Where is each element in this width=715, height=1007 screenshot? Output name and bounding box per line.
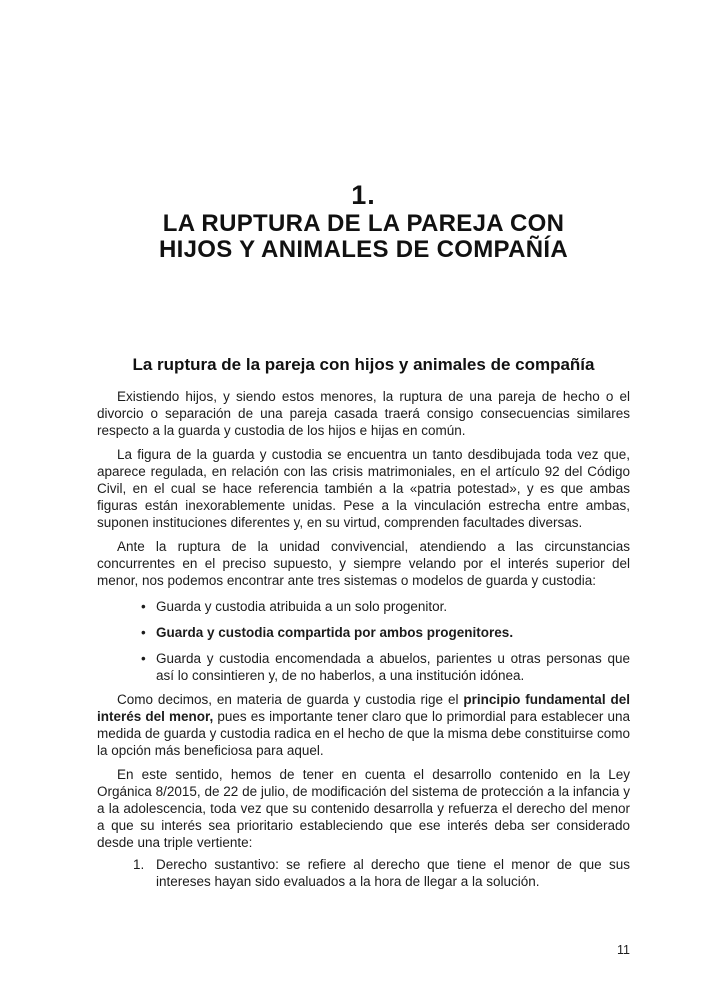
item-number: 1. <box>133 857 145 872</box>
list-item-text: Guarda y custodia encomendada a abuelos, parientes u otras personas que así lo consintieren y, de no haberlos, a una institución idónea. <box>156 651 630 683</box>
section-heading: La ruptura de la pareja con hijos y animales de compañía <box>132 355 595 374</box>
paragraph-figura-guarda-custodia: La figura de la guarda y custodia se encuentra un tanto desdibujada toda vez que, aparece regulada, en relación con las crisis matrimoniales, en el artículo 92 del Código Civil, en el cual se hace referencia también a la «patria potestad», y es que ambas figuras están inexorablemente unidas. Pese a la vinculación estrecha entre ambas, suponen instituciones diferentes y, en su virtud, comprenden facultades diversas. <box>97 447 630 530</box>
triple-vertiente-list <box>97 856 630 890</box>
page-number: 11 <box>617 943 630 957</box>
list-item-text: Derecho sustantivo: se refiere al derecho que tiene el menor de que sus intereses hayan sido evaluados a la hora de llegar a la solución. <box>156 857 630 889</box>
chapter-title-line1: LA RUPTURA DE LA PAREJA CON <box>162 210 565 237</box>
list-item-derecho-sustantivo <box>133 856 630 890</box>
paragraph-text-segment: pues es importante tener claro que lo primordial para establecer una medida de guarda y custodia radica en el hecho de que la misma debe constituirse como la opción más beneficiosa para aquel. <box>97 709 631 758</box>
chapter-title <box>97 211 630 263</box>
text-block <box>97 0 630 890</box>
bold-principio-fundamental: principio fundamental del interés del menor, <box>97 692 630 724</box>
paragraph-existiendo-hijos: Existiendo hijos, y siendo estos menores, la ruptura de una pareja de hecho o el divorcio o separación de una pareja casada traerá consigo consecuencias similares respecto a la guarda y custodia de los hijos e hijas en común. <box>97 389 630 438</box>
list-item-custodia-encomendada <box>141 650 630 684</box>
bullet-icon: • <box>141 625 146 640</box>
list-item-text: Guarda y custodia atribuida a un solo progenitor. <box>156 599 448 614</box>
paragraph-ante-la-ruptura: Ante la ruptura de la unidad convivencial, atendiendo a las circunstancias concurrentes en el preciso supuesto, y siempre velando por el interés superior del menor, nos podemos encontrar ante tres sistemas o modelos de guarda y custodia: <box>97 539 630 588</box>
paragraph-en-este-sentido: En este sentido, hemos de tener en cuenta el desarrollo contenido en la Ley Orgánica 8/2015, de 22 de julio, de modificación del sistema de protección a la infancia y a la adolescencia, toda vez que su contenido desarrolla y refuerza el derecho del menor a que su interés sea prioritario estableciendo que ese interés deba ser considerado desde una triple vertiente: <box>97 767 630 850</box>
bullet-icon: • <box>141 599 146 614</box>
chapter-title-line2: HIJOS Y ANIMALES DE COMPAÑÍA <box>159 236 568 263</box>
list-item-custodia-solo-progenitor <box>141 598 630 615</box>
custody-models-list <box>97 598 630 684</box>
list-item-text: Guarda y custodia compartida por ambos progenitores. <box>156 625 514 640</box>
bullet-icon: • <box>141 651 146 666</box>
chapter-number: 1. <box>351 180 376 210</box>
paragraph-como-decimos <box>97 691 630 759</box>
paragraph-text-segment: Como decimos, en materia de guarda y custodia rige el <box>117 692 464 707</box>
list-item-custodia-compartida <box>141 624 630 641</box>
